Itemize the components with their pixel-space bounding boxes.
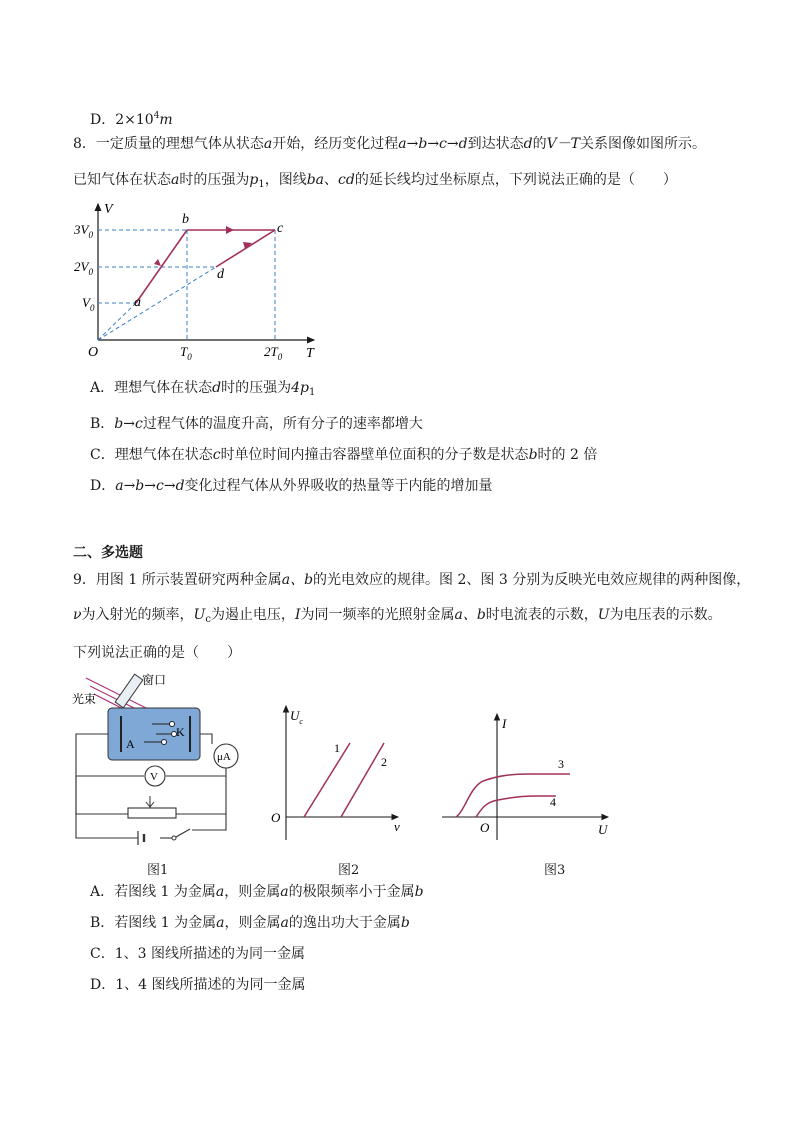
- line-2: [341, 743, 384, 817]
- q9-option-d: D．1、4 图线所描述的为同一金属: [90, 977, 306, 993]
- q9-option-a: A．若图线 1 为金属a，则金属a的极限频率小于金属b: [90, 884, 424, 900]
- arrow-ab: [154, 259, 161, 266]
- origin-label: O: [88, 345, 99, 360]
- section-2-title: 二、多选题: [73, 545, 143, 561]
- q8-option-a: A．理想气体在状态d时的压强为$4p_1$: [90, 380, 316, 398]
- q9-stem-line2: ν为入射光的频率，$U_c$为遏止电压，I为同一频率的光照射金属a、b时电流表的示数，U为电压表的示数。: [73, 607, 722, 625]
- line-2-label: 2: [381, 755, 387, 769]
- q9-option-b: B．若图线 1 为金属a，则金属a的逸出功大于金属b: [90, 915, 410, 931]
- fig1-caption: 图1: [147, 863, 169, 878]
- line-1: [304, 743, 350, 817]
- q9-option-c: C．1、3 图线所描述的为同一金属: [90, 946, 305, 962]
- rheostat: [128, 808, 176, 818]
- y-tick-3v0: $3V_0$: [74, 222, 93, 240]
- voltmeter-label: V: [150, 771, 158, 783]
- y-axis-label: $U_c$: [290, 708, 303, 726]
- q7-option-d: D．$2\times 10^4m$: [90, 111, 173, 128]
- q9-stem-line3: 下列说法正确的是（ ）: [73, 645, 241, 661]
- point-a-label: a: [134, 295, 141, 310]
- x-axis-label: ν: [394, 819, 400, 834]
- arrow-bc: [226, 226, 234, 234]
- q8-option-b: B．b→c过程气体的温度升高，所有分子的速率都增大: [90, 416, 423, 432]
- microammeter-label: μA: [217, 751, 231, 763]
- window-label: 窗口: [142, 673, 167, 687]
- x-tick-2t0: $2T_0$: [264, 344, 283, 362]
- q8-stem-line2: 已知气体在状态a时的压强为$p_1$，图线ba、cd的延长线均过坐标原点，下列说法正确的是（ ）: [73, 172, 677, 190]
- y-axis-label: I: [502, 716, 507, 731]
- x-tick-t0: $T_0$: [180, 344, 192, 362]
- curve-4-label: 4: [550, 795, 556, 809]
- x-axis-label: T: [306, 346, 314, 361]
- origin-label: O: [271, 810, 281, 825]
- beam-label: 光束: [72, 692, 97, 706]
- q8-vt-graph: [74, 196, 334, 366]
- line-1-label: 1: [334, 741, 340, 755]
- fig3-caption: 图3: [544, 863, 566, 878]
- q8-option-c: C．理想气体在状态c时单位时间内撞击容器壁单位面积的分子数是状态b时的 2 倍: [90, 447, 598, 463]
- curve-4: [476, 796, 556, 817]
- q9-figure-3: [440, 712, 615, 840]
- q9-figure-1: [66, 668, 256, 850]
- y-tick-2v0: $2V_0$: [74, 259, 93, 277]
- point-c-label: c: [277, 221, 284, 236]
- q8-option-d: D．a→b→c→d变化过程气体从外界吸收的热量等于内能的增加量: [90, 478, 493, 494]
- window-tube: [115, 674, 143, 708]
- y-axis-label: V: [104, 202, 113, 217]
- q9-stem-line1: 9．用图 1 所示装置研究两种金属a、b的光电效应的规律。图 2、图 3 分别为反映光电效应规律的两种图像，: [73, 572, 751, 588]
- cathode-label: K: [176, 725, 185, 739]
- y-tick-v0: $V_0$: [82, 295, 95, 313]
- point-b-label: b: [182, 212, 189, 227]
- q9-figure-2: [268, 700, 408, 840]
- origin-label: O: [480, 820, 490, 835]
- fig2-caption: 图2: [338, 863, 360, 878]
- curve-3-label: 3: [558, 757, 564, 771]
- q8-stem-line1: 8．一定质量的理想气体从状态a开始，经历变化过程a→b→c→d到达状态d的V－T关系图像如图所示。: [73, 136, 707, 152]
- x-axis-label: U: [598, 822, 608, 837]
- point-d-label: d: [217, 267, 224, 282]
- anode-label: A: [126, 737, 135, 751]
